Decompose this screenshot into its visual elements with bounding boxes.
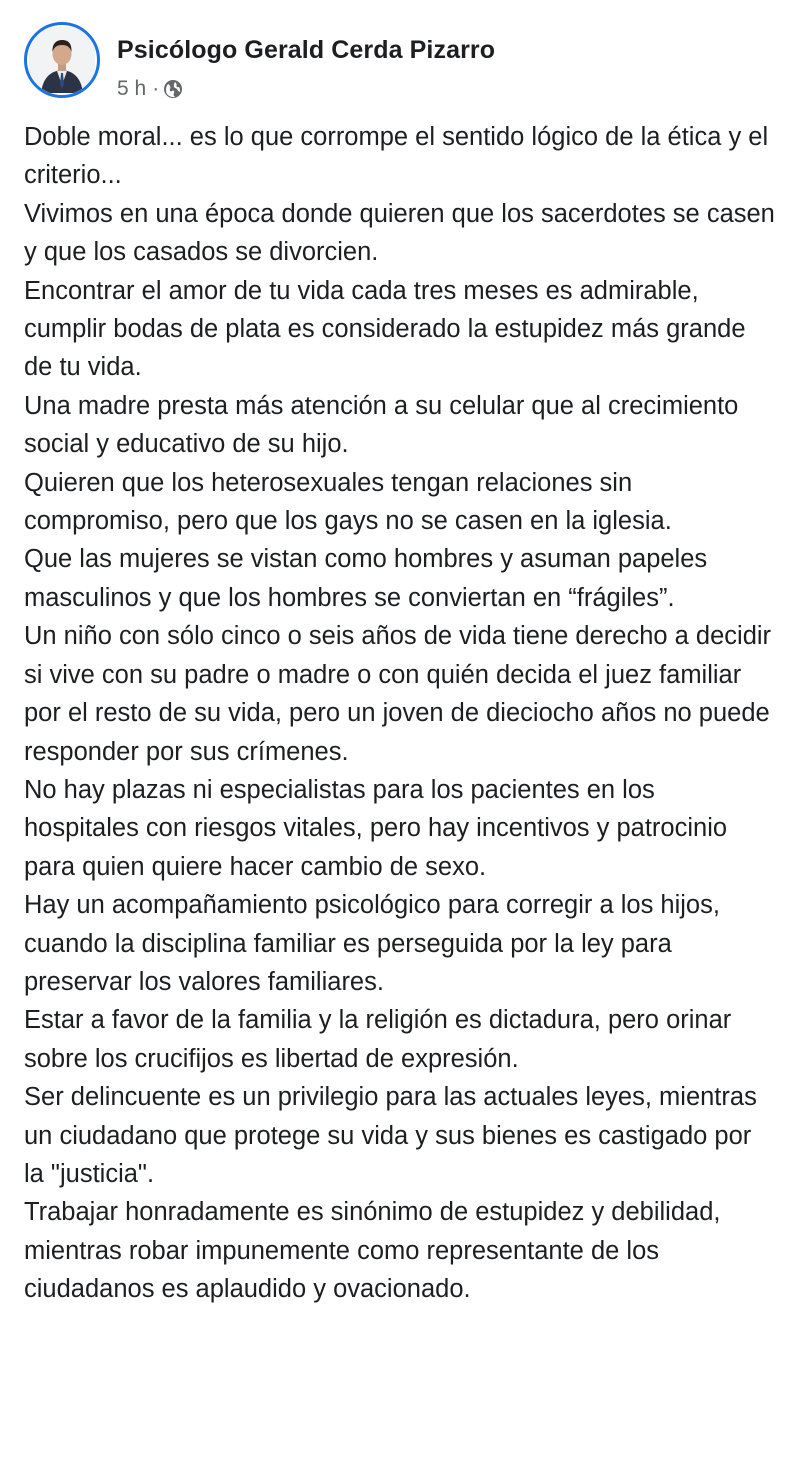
post-paragraph: Una madre presta más atención a su celular que al crecimiento social y educativo de su hijo. [24,391,739,459]
globe-icon[interactable] [163,79,183,99]
avatar[interactable] [24,22,100,98]
post-timestamp[interactable]: 5 h [117,77,147,100]
post-paragraph: No hay plazas ni especialistas para los pacientes en los hospitales con riesgos vitales, pero hay incentivos y patrocinio para quien quiere hacer cambio de sexo. [24,775,728,881]
post-paragraph: Ser delincuente es un privilegio para las actuales leyes, mientras un ciudadano que protege su vida y sus bienes es castigado por la "justicia". [24,1083,757,1188]
meta-separator: · [152,77,160,100]
avatar-image [29,27,95,93]
post-header [24,22,764,102]
post-paragraph: Un niño con sólo cinco o seis años de vida tiene derecho a decidir si vive con su padre o madre o con quién decida el juez familiar por el resto de su vida, pero un joven de dieciocho años no puede responder por sus crímenes. [24,622,772,766]
post-body [24,118,776,1309]
author-name[interactable]: Psicólogo Gerald Cerda Pizarro [117,36,496,64]
post-paragraph: Hay un acompañamiento psicológico para corregir a los hijos, cuando la disciplina familiar es perseguida por la ley para preservar los valores familiares. [24,891,720,996]
post-paragraph: Doble moral... es lo que corrompe el sentido lógico de la ética y el criterio... [24,123,769,190]
post-paragraph: Estar a favor de la familia y la religión es dictadura, pero orinar sobre los crucifijos es libertad de expresión. [24,1006,732,1073]
post-paragraph: Encontrar el amor de tu vida cada tres meses es admirable, cumplir bodas de plata es considerado la estupidez más grande de tu vida. [24,276,746,382]
post-meta [117,76,183,102]
post-paragraph: Que las mujeres se vistan como hombres y asuman papeles masculinos y que los hombres se conviertan en “frágiles”. [24,545,708,612]
post-paragraph: Trabajar honradamente es sinónimo de estupidez y debilidad, mientras robar impunemente como representante de los ciudadanos es aplaudido y ovacionado. [24,1198,721,1304]
post-paragraph: Quieren que los heterosexuales tengan relaciones sin compromiso, pero que los gays no se casen en la iglesia. [24,468,672,536]
post-paragraph: Vivimos en una época donde quieren que los sacerdotes se casen y que los casados se divorcien. [24,199,775,267]
